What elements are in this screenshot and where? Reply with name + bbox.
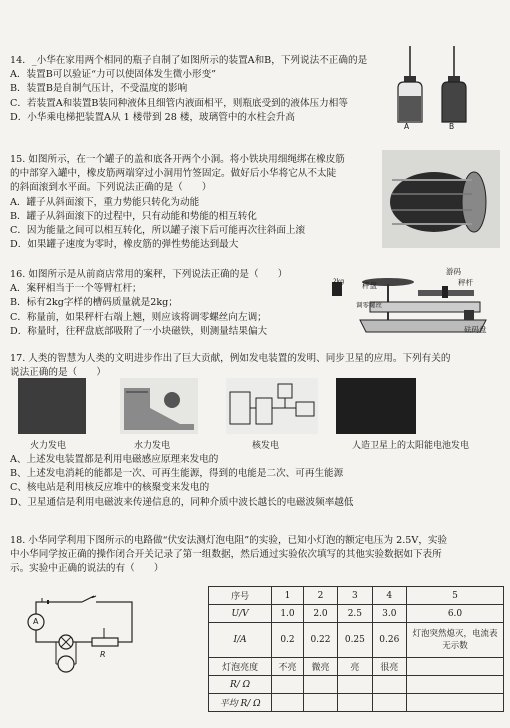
q15-option-d: D．如果罐子速度为零时，橡皮筋的弹性势能达到最大 xyxy=(10,239,239,251)
table-cell: 很亮 xyxy=(372,658,406,676)
table-cell xyxy=(407,676,504,694)
caption-hydro: 水力发电 xyxy=(134,441,171,451)
hydro-power-diagram xyxy=(120,378,198,434)
table-cell xyxy=(372,676,406,694)
q16-option-b: B．标有2kg字样的槽码质量就是2kg； xyxy=(10,297,178,309)
table-header-cell: 序号 xyxy=(209,587,272,605)
table-cell xyxy=(272,694,304,712)
q17-option-b: B、上述发电消耗的能都是一次、可再生能源，得到的电能是二次、可再生能源 xyxy=(10,468,344,480)
question-15 xyxy=(8,153,345,252)
table-cell: 0.2 xyxy=(272,623,304,658)
question-16 xyxy=(8,268,287,339)
q15-option-c: C．因为能量之间可以相互转化，所以罐子滚下后可能再次往斜面上滚 xyxy=(10,225,306,237)
question-18 xyxy=(8,534,447,577)
q14-option-d: D．小华乘电梯把装置A从 1 楼带到 28 楼，玻璃管中的水柱会升高 xyxy=(10,111,295,123)
thermal-power-photo xyxy=(18,378,86,434)
pan-label: 秤盘 xyxy=(362,281,377,290)
q16-option-c: C．称量前，如果秤杆右端上翘，则应该将调零螺丝向左调； xyxy=(10,311,267,323)
rheostat-label: R xyxy=(100,650,106,659)
table-cell: 0.25 xyxy=(338,623,372,658)
table-cell xyxy=(303,694,337,712)
question-14 xyxy=(8,54,367,125)
rolling-can-photo xyxy=(382,150,500,248)
caption-nuclear: 核发电 xyxy=(252,441,280,451)
table-cell xyxy=(338,694,372,712)
table-cell xyxy=(272,676,304,694)
satellite-solar-photo xyxy=(336,378,416,434)
table-row-current xyxy=(209,623,504,658)
table-header-row xyxy=(209,587,504,605)
table-cell: 1.0 xyxy=(272,605,304,623)
table-cell xyxy=(407,658,504,676)
q17-line-1: 17. 人类的智慧为人类的文明进步作出了巨大贡献，例如发电装置的发明、同步卫星的应用。下列有关的 xyxy=(10,353,451,364)
bottle-a xyxy=(398,46,422,122)
table-row-voltage xyxy=(209,605,504,623)
table-header-cell: 1 xyxy=(272,587,304,605)
table-cell: 0.22 xyxy=(303,623,337,658)
zero-screw-label: 调零螺丝 xyxy=(356,301,382,309)
weight-pan-label: 砝码盘 xyxy=(464,325,487,334)
question-17 xyxy=(8,352,450,380)
table-header-cell: 3 xyxy=(338,587,372,605)
table-cell: 灯泡突然熄灭，电流表无示数 xyxy=(407,623,504,658)
table-header-cell: 2 xyxy=(303,587,337,605)
rider-label: 游码 xyxy=(446,267,461,276)
q18-line-2: 中小华同学按正确的操作闭合开关记录了第一组数据，然后通过实验依次填写的其他实验数据如下表所 xyxy=(10,549,442,561)
table-cell: 平均 R/ Ω xyxy=(209,694,272,712)
table-cell: R/ Ω xyxy=(209,676,272,694)
q17-option-d: D、卫星通信是利用电磁波来传递信息的，同种介质中波长越长的电磁波频率越低 xyxy=(10,496,354,508)
table-cell: 2.5 xyxy=(338,605,372,623)
table-cell: 0.26 xyxy=(372,623,406,658)
table-cell xyxy=(338,676,372,694)
table-cell: 微亮 xyxy=(303,658,337,676)
table-cell xyxy=(407,694,504,712)
nuclear-power-diagram xyxy=(226,378,318,434)
bottle-b-label: B xyxy=(449,122,455,131)
caption-thermal: 火力发电 xyxy=(30,441,67,451)
q17-option-c: C、核电站是利用核反应堆中的核聚变来发电的 xyxy=(10,482,210,494)
q17-options xyxy=(8,453,353,510)
beam-label: 秤杆 xyxy=(458,278,473,287)
experiment-data-table xyxy=(208,586,504,712)
caption-satellite: 人造卫星上的太阳能电池发电 xyxy=(352,441,470,451)
weight-2kg-label: 2kg xyxy=(333,278,345,285)
q14-option-a: A．装置B可以验证“力可以使固体发生微小形变” xyxy=(10,69,217,81)
table-cell: 3.0 xyxy=(372,605,406,623)
table-cell: 6.0 xyxy=(407,605,504,623)
table-row-brightness xyxy=(209,658,504,676)
q14-option-b: B．装置B是自制气压计，不受温度的影响 xyxy=(10,83,188,95)
q15-line-1: 15. 如图所示，在一个罐子的盖和底各开两个小洞。将小铁块用细绳绑在橡皮筋 xyxy=(10,154,345,165)
table-cell xyxy=(303,676,337,694)
table-row-average xyxy=(209,694,504,712)
q15-option-b: B．罐子从斜面滚下的过程中，只有动能和势能的相互转化 xyxy=(10,210,257,222)
q16-option-d: D．称量时，往秤盘底部吸附了一小块磁铁，则测量结果偏大 xyxy=(10,325,268,337)
q14-option-c: C．若装置A和装置B装同种液体且细管内液面相平，则瓶底受到的液体压力相等 xyxy=(10,97,348,109)
table-header-cell: 4 xyxy=(372,587,406,605)
q18-line-3: 示。实验中正确的说法的有（ ） xyxy=(10,563,164,575)
circuit-diagram xyxy=(22,592,142,674)
table-cell: U/V xyxy=(209,605,272,623)
q17-line-2: 说法正确的是（ ） xyxy=(10,367,106,379)
table-cell xyxy=(372,694,406,712)
table-cell: 不亮 xyxy=(272,658,304,676)
bottle-b xyxy=(442,46,466,122)
q16-stem: 16. 如图所示是从前商店常用的案秤，下列说法正确的是（ ） xyxy=(10,269,288,280)
table-cell: 灯泡亮度 xyxy=(209,658,272,676)
q15-line-2: 的中部穿入罐中，橡皮筋两端穿过小洞用竹签固定。做好后小华将它从不太陡 xyxy=(10,168,337,180)
table-cell: 2.0 xyxy=(303,605,337,623)
q17-option-a: A、上述发电装置都是利用电磁感应原理来发电的 xyxy=(10,454,219,465)
q18-line-1: 18. 小华同学利用下图所示的电路做“伏安法测灯泡电阻”的实验，已知小灯泡的额定电压为 2.5V，实验 xyxy=(10,535,448,546)
q14-stem: 14．_小华在家用两个相同的瓶子自制了如图所示的装置A和B，下列说法不正确的是 xyxy=(10,55,368,66)
q15-line-3: 的斜面滚到水平面。下列说法正确的是（ ） xyxy=(10,182,212,194)
ammeter-label: A xyxy=(33,617,39,626)
table-cell: I/A xyxy=(209,623,272,658)
table-cell: 亮 xyxy=(338,658,372,676)
q15-option-a: A．罐子从斜面滚下，重力势能只转化为动能 xyxy=(10,196,200,208)
table-header-cell: 5 xyxy=(407,587,504,605)
table-row-resistance xyxy=(209,676,504,694)
q16-option-a: A．案秤相当于一个等臂杠杆； xyxy=(10,283,142,295)
bottle-a-label: A xyxy=(404,122,410,131)
